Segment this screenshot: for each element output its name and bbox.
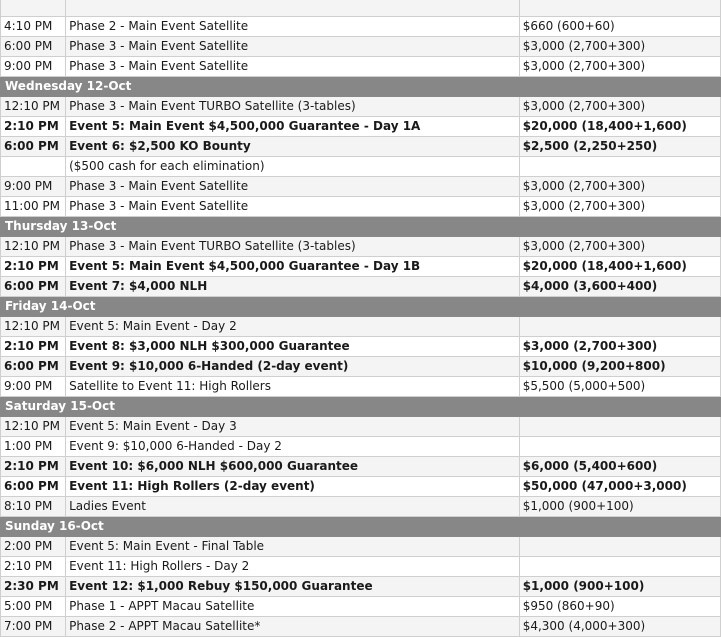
schedule-row bbox=[1, 237, 721, 257]
event-time-cell: 2:10 PM bbox=[1, 337, 66, 357]
buy-in-cell: $3,000 (2,700+300) bbox=[519, 337, 720, 357]
schedule-body bbox=[1, 0, 721, 637]
event-name-cell: ($500 cash for each elimination) bbox=[66, 157, 520, 177]
schedule-row bbox=[1, 177, 721, 197]
event-name-cell: Event 8: $3,000 NLH $300,000 Guarantee bbox=[66, 337, 520, 357]
schedule-row bbox=[1, 157, 721, 177]
event-time-cell bbox=[1, 0, 66, 17]
day-header-label: Friday 14-Oct bbox=[1, 297, 721, 317]
schedule-row bbox=[1, 137, 721, 157]
event-name-cell: Phase 3 - Main Event TURBO Satellite (3-tables) bbox=[66, 97, 520, 117]
event-time-cell: 2:10 PM bbox=[1, 557, 66, 577]
event-time-cell: 4:10 PM bbox=[1, 17, 66, 37]
day-header-row bbox=[1, 77, 721, 97]
schedule-row bbox=[1, 97, 721, 117]
buy-in-cell bbox=[519, 317, 720, 337]
buy-in-cell: $950 (860+90) bbox=[519, 597, 720, 617]
schedule-row bbox=[1, 57, 721, 77]
event-time-cell: 9:00 PM bbox=[1, 377, 66, 397]
schedule-row bbox=[1, 597, 721, 617]
buy-in-cell: $6,000 (5,400+600) bbox=[519, 457, 720, 477]
event-time-cell: 12:10 PM bbox=[1, 417, 66, 437]
event-time-cell: 6:00 PM bbox=[1, 357, 66, 377]
event-name-cell: Event 10: $6,000 NLH $600,000 Guarantee bbox=[66, 457, 520, 477]
buy-in-cell bbox=[519, 557, 720, 577]
schedule-row bbox=[1, 197, 721, 217]
buy-in-cell: $3,000 (2,700+300) bbox=[519, 97, 720, 117]
schedule-row bbox=[1, 617, 721, 637]
buy-in-cell bbox=[519, 0, 720, 17]
day-header-row bbox=[1, 217, 721, 237]
event-time-cell: 12:10 PM bbox=[1, 317, 66, 337]
event-name-cell: Event 12: $1,000 Rebuy $150,000 Guarantee bbox=[66, 577, 520, 597]
event-time-cell: 6:00 PM bbox=[1, 277, 66, 297]
event-name-cell: Phase 1 - APPT Macau Satellite bbox=[66, 597, 520, 617]
event-name-cell: Phase 3 - Main Event Satellite bbox=[66, 57, 520, 77]
event-name-cell: Event 5: Main Event $4,500,000 Guarantee - Day 1A bbox=[66, 117, 520, 137]
event-time-cell bbox=[1, 157, 66, 177]
schedule-row bbox=[1, 477, 721, 497]
buy-in-cell: $10,000 (9,200+800) bbox=[519, 357, 720, 377]
event-time-cell: 1:00 PM bbox=[1, 437, 66, 457]
event-name-cell: Event 9: $10,000 6-Handed - Day 2 bbox=[66, 437, 520, 457]
schedule-row bbox=[1, 377, 721, 397]
schedule-row bbox=[1, 537, 721, 557]
day-header-row bbox=[1, 517, 721, 537]
buy-in-cell: $1,000 (900+100) bbox=[519, 497, 720, 517]
schedule-row bbox=[1, 357, 721, 377]
event-time-cell: 6:00 PM bbox=[1, 477, 66, 497]
schedule-row bbox=[1, 457, 721, 477]
schedule-row bbox=[1, 337, 721, 357]
event-name-cell: Event 5: Main Event - Day 2 bbox=[66, 317, 520, 337]
buy-in-cell: $20,000 (18,400+1,600) bbox=[519, 257, 720, 277]
buy-in-cell: $1,000 (900+100) bbox=[519, 577, 720, 597]
schedule-row bbox=[1, 0, 721, 17]
event-name-cell: Phase 2 - Main Event Satellite bbox=[66, 17, 520, 37]
event-name-cell: Phase 3 - Main Event TURBO Satellite (3-tables) bbox=[66, 237, 520, 257]
event-time-cell: 6:00 PM bbox=[1, 37, 66, 57]
schedule-row bbox=[1, 257, 721, 277]
event-name-cell: Ladies Event bbox=[66, 497, 520, 517]
event-name-cell bbox=[66, 0, 520, 17]
buy-in-cell: $660 (600+60) bbox=[519, 17, 720, 37]
schedule-row bbox=[1, 497, 721, 517]
event-time-cell: 12:10 PM bbox=[1, 237, 66, 257]
day-header-label: Saturday 15-Oct bbox=[1, 397, 721, 417]
buy-in-cell bbox=[519, 417, 720, 437]
buy-in-cell: $4,000 (3,600+400) bbox=[519, 277, 720, 297]
buy-in-cell: $20,000 (18,400+1,600) bbox=[519, 117, 720, 137]
buy-in-cell: $3,000 (2,700+300) bbox=[519, 57, 720, 77]
buy-in-cell: $5,500 (5,000+500) bbox=[519, 377, 720, 397]
buy-in-cell bbox=[519, 537, 720, 557]
event-name-cell: Event 5: Main Event $4,500,000 Guarantee - Day 1B bbox=[66, 257, 520, 277]
event-time-cell: 9:00 PM bbox=[1, 57, 66, 77]
schedule-row bbox=[1, 117, 721, 137]
event-name-cell: Event 11: High Rollers - Day 2 bbox=[66, 557, 520, 577]
event-name-cell: Phase 2 - APPT Macau Satellite* bbox=[66, 617, 520, 637]
event-time-cell: 11:00 PM bbox=[1, 197, 66, 217]
event-time-cell: 2:10 PM bbox=[1, 257, 66, 277]
buy-in-cell: $2,500 (2,250+250) bbox=[519, 137, 720, 157]
event-name-cell: Event 6: $2,500 KO Bounty bbox=[66, 137, 520, 157]
event-time-cell: 6:00 PM bbox=[1, 137, 66, 157]
event-name-cell: Event 11: High Rollers (2-day event) bbox=[66, 477, 520, 497]
event-name-cell: Phase 3 - Main Event Satellite bbox=[66, 197, 520, 217]
event-name-cell: Event 5: Main Event - Day 3 bbox=[66, 417, 520, 437]
day-header-label: Thursday 13-Oct bbox=[1, 217, 721, 237]
event-name-cell: Event 9: $10,000 6-Handed (2-day event) bbox=[66, 357, 520, 377]
schedule-row bbox=[1, 277, 721, 297]
schedule-row bbox=[1, 37, 721, 57]
buy-in-cell: $50,000 (47,000+3,000) bbox=[519, 477, 720, 497]
buy-in-cell: $3,000 (2,700+300) bbox=[519, 177, 720, 197]
event-time-cell: 12:10 PM bbox=[1, 97, 66, 117]
event-time-cell: 2:00 PM bbox=[1, 537, 66, 557]
event-time-cell: 2:10 PM bbox=[1, 117, 66, 137]
buy-in-cell: $4,300 (4,000+300) bbox=[519, 617, 720, 637]
schedule-row bbox=[1, 557, 721, 577]
day-header-label: Sunday 16-Oct bbox=[1, 517, 721, 537]
event-name-cell: Event 5: Main Event - Final Table bbox=[66, 537, 520, 557]
buy-in-cell: $3,000 (2,700+300) bbox=[519, 237, 720, 257]
schedule-row bbox=[1, 437, 721, 457]
event-time-cell: 5:00 PM bbox=[1, 597, 66, 617]
event-name-cell: Event 7: $4,000 NLH bbox=[66, 277, 520, 297]
event-name-cell: Phase 3 - Main Event Satellite bbox=[66, 177, 520, 197]
schedule-row bbox=[1, 317, 721, 337]
event-name-cell: Satellite to Event 11: High Rollers bbox=[66, 377, 520, 397]
event-time-cell: 9:00 PM bbox=[1, 177, 66, 197]
buy-in-cell: $3,000 (2,700+300) bbox=[519, 197, 720, 217]
event-name-cell: Phase 3 - Main Event Satellite bbox=[66, 37, 520, 57]
event-time-cell: 2:30 PM bbox=[1, 577, 66, 597]
schedule-row bbox=[1, 417, 721, 437]
day-header-row bbox=[1, 397, 721, 417]
schedule-row bbox=[1, 17, 721, 37]
day-header-row bbox=[1, 297, 721, 317]
buy-in-cell: $3,000 (2,700+300) bbox=[519, 37, 720, 57]
day-header-label: Wednesday 12-Oct bbox=[1, 77, 721, 97]
event-time-cell: 7:00 PM bbox=[1, 617, 66, 637]
buy-in-cell bbox=[519, 437, 720, 457]
schedule-row bbox=[1, 577, 721, 597]
event-time-cell: 2:10 PM bbox=[1, 457, 66, 477]
buy-in-cell bbox=[519, 157, 720, 177]
event-time-cell: 8:10 PM bbox=[1, 497, 66, 517]
